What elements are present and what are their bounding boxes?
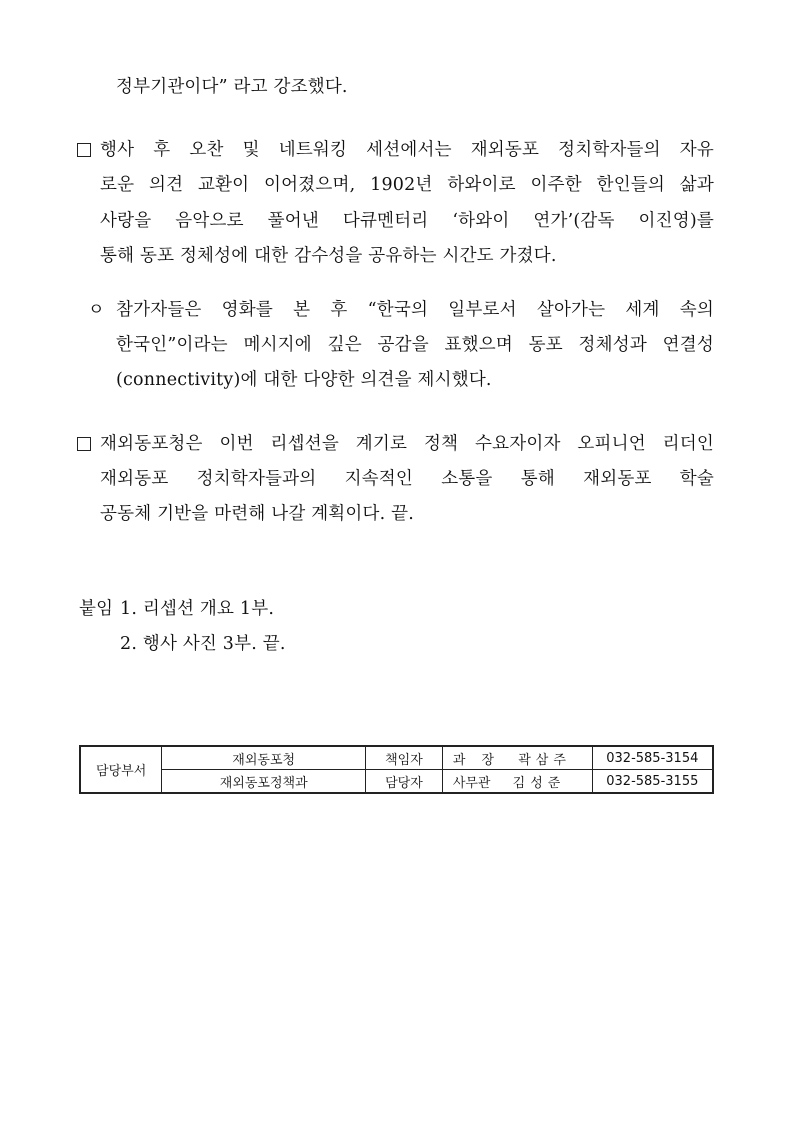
name-text: 곽삼주 — [518, 752, 571, 768]
attachment-item: 1. 리셉션 개요 1부. — [120, 599, 275, 619]
circle-bullet-icon: ㅇ — [88, 300, 105, 320]
paragraph-continuation: 정부기관이다” 라고 강조했다. — [116, 77, 348, 97]
dept-header-cell: 담당부서 — [80, 746, 162, 793]
paragraph-line: 사랑을 음악으로 풀어낸 다큐멘터리 ‘하와이 연가’(감독 이진영)를 — [100, 211, 714, 231]
phone-cell: 032-585-3154 — [592, 746, 713, 770]
role-cell: 담당자 — [366, 770, 443, 794]
table-row — [80, 746, 713, 770]
attachment-item: 2. 행사 사진 3부. 끝. — [120, 634, 286, 654]
position-name-cell — [442, 770, 592, 794]
phone-cell: 032-585-3155 — [592, 770, 713, 794]
attachment-label: 붙임 — [79, 599, 114, 619]
position-name-cell — [442, 746, 592, 770]
paragraph-line: (connectivity)에 대한 다양한 의견을 제시했다. — [116, 370, 492, 390]
position-text: 사무관 — [452, 775, 491, 791]
org-cell: 재외동포청 — [162, 746, 366, 770]
table-row — [80, 770, 713, 794]
checkbox-bullet-icon — [77, 143, 91, 157]
paragraph-line: 한국인”이라는 메시지에 깊은 공감을 표했으며 동포 정체성과 연결성 — [116, 335, 714, 355]
paragraph-line: 공동체 기반을 마련해 나갈 계획이다. 끝. — [100, 504, 415, 524]
paragraph-line: 행사 후 오찬 및 네트워킹 세션에서는 재외동포 정치학자들의 자유 — [100, 140, 714, 160]
division-cell: 재외동포정책과 — [162, 770, 366, 794]
paragraph-line: 참가자들은 영화를 본 후 “한국의 일부로서 살아가는 세계 속의 — [116, 300, 714, 320]
paragraph-line: 재외동포청은 이번 리셉션을 계기로 정책 수요자이자 오피니언 리더인 — [100, 434, 714, 454]
name-text: 김성준 — [512, 775, 566, 791]
role-cell: 책임자 — [366, 746, 443, 770]
paragraph-line: 재외동포 정치학자들과의 지속적인 소통을 통해 재외동포 학술 — [100, 469, 714, 489]
paragraph-line: 통해 동포 정체성에 대한 감수성을 공유하는 시간도 가졌다. — [100, 246, 557, 266]
paragraph-line: 로운 의견 교환이 이어졌으며, 1902년 하와이로 이주한 한인들의 삶과 — [100, 175, 714, 195]
position-text: 과 장 — [452, 752, 501, 768]
checkbox-bullet-icon — [77, 437, 91, 451]
contact-table — [79, 745, 714, 794]
